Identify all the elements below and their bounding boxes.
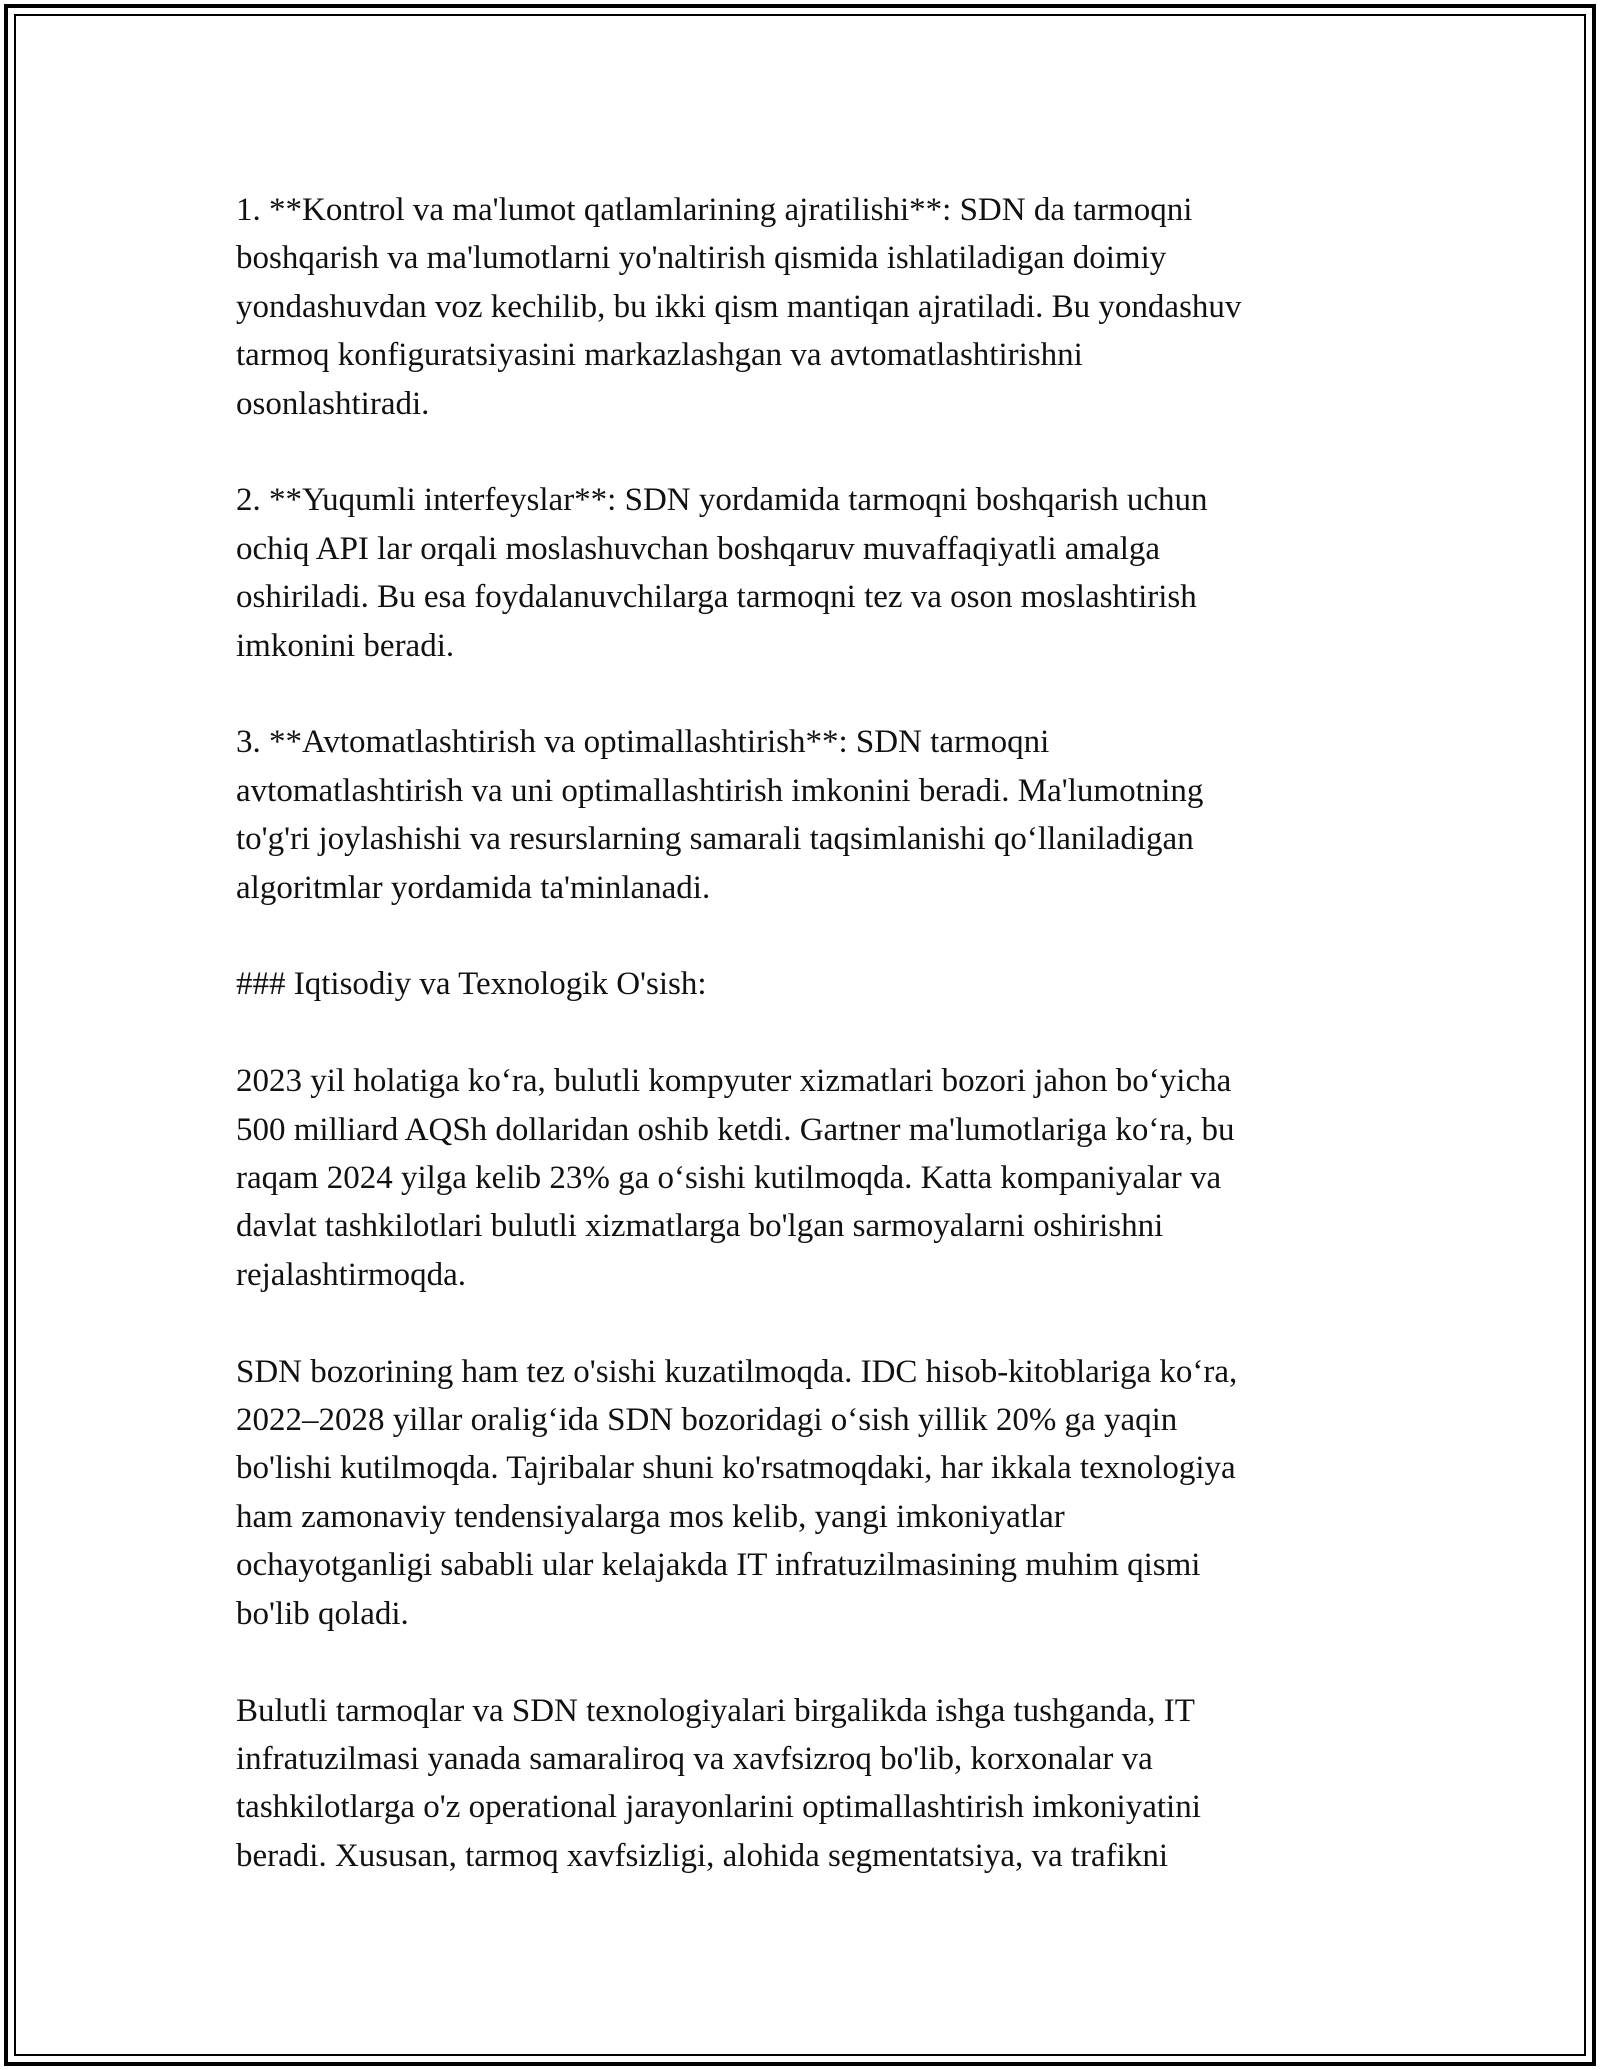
section-heading: ### Iqtisodiy va Texnologik O'sish: <box>236 966 707 1003</box>
paragraph-sdn-market: SDN bozorining ham tez o'sishi kuzatilmoqda. IDC hisob-kitoblariga ko‘ra, 2022–2028 yillar oralig‘ida SDN bozoridagi o‘sish yillik 20% ga yaqin bo'lishi kutilmoqda. Tajribalar shuni ko'rsatmoqdaki, har ikkala texnologiya ham zamonaviy tendensiyalarga mos kelib, yangi imkoniyatlar ochayotganligi sababli ular kelajakda IT infratuzilmasining muhim qismi bo'lib qoladi. <box>236 1353 1238 1632</box>
document-body <box>236 186 1366 1929</box>
list-item-automation-optimization: 3. **Avtomatlashtirish va optimallashtirish**: SDN tarmoqni avtomatlashtirish va uni optimallashtirish imkonini beradi. Ma'lumotning to'g'ri joylashishi va resurslarning samarali taqsimlanishi qo‘llaniladigan algoritmlar yordamida ta'minlanadi. <box>236 724 1204 906</box>
paragraph-cloud-market: 2023 yil holatiga ko‘ra, bulutli kompyuter xizmatlari bozori jahon bo‘yicha 500 milliard AQSh dollaridan oshib ketdi. Gartner ma'lumotlariga ko‘ra, bu raqam 2024 yilga kelib 23% ga o‘sishi kutilmoqda. Katta kompaniyalar va davlat tashkilotlari bulutli xizmatlarga bo'lgan sarmoyalarni oshirishni rejalashtirmoqda. <box>236 1063 1235 1293</box>
list-item-control-data-planes: 1. **Kontrol va ma'lumot qatlamlarining ajratilishi**: SDN da tarmoqni boshqarish va ma'lumotlarni yo'naltirish qismida ishlatiladigan doimiy yondashuvdan voz kechilib, bu ikki qism mantiqan ajratiladi. Bu yondashuv tarmoq konfiguratsiyasini markazlashgan va avtomatlashtirishni osonlashtiradi. <box>236 192 1242 422</box>
paragraph-combined-benefits: Bulutli tarmoqlar va SDN texnologiyalari birgalikda ishga tushganda, IT infratuzilmasi yanada samaraliroq va xavfsizroq bo'lib, korxonalar va tashkilotlarga o'z operational jarayonlarini optimallashtirish imkoniyatini beradi. Xususan, tarmoq xavfsizligi, alohida segmentatsiya, va trafikni <box>236 1692 1201 1874</box>
list-item-open-interfaces: 2. **Yuqumli interfeyslar**: SDN yordamida tarmoqni boshqarish uchun ochiq API lar orqali moslashuvchan boshqaruv muvaffaqiyatli amalga oshiriladi. Bu esa foydalanuvchilarga tarmoqni tez va oson moslashtirish imkonini beradi. <box>236 482 1208 664</box>
